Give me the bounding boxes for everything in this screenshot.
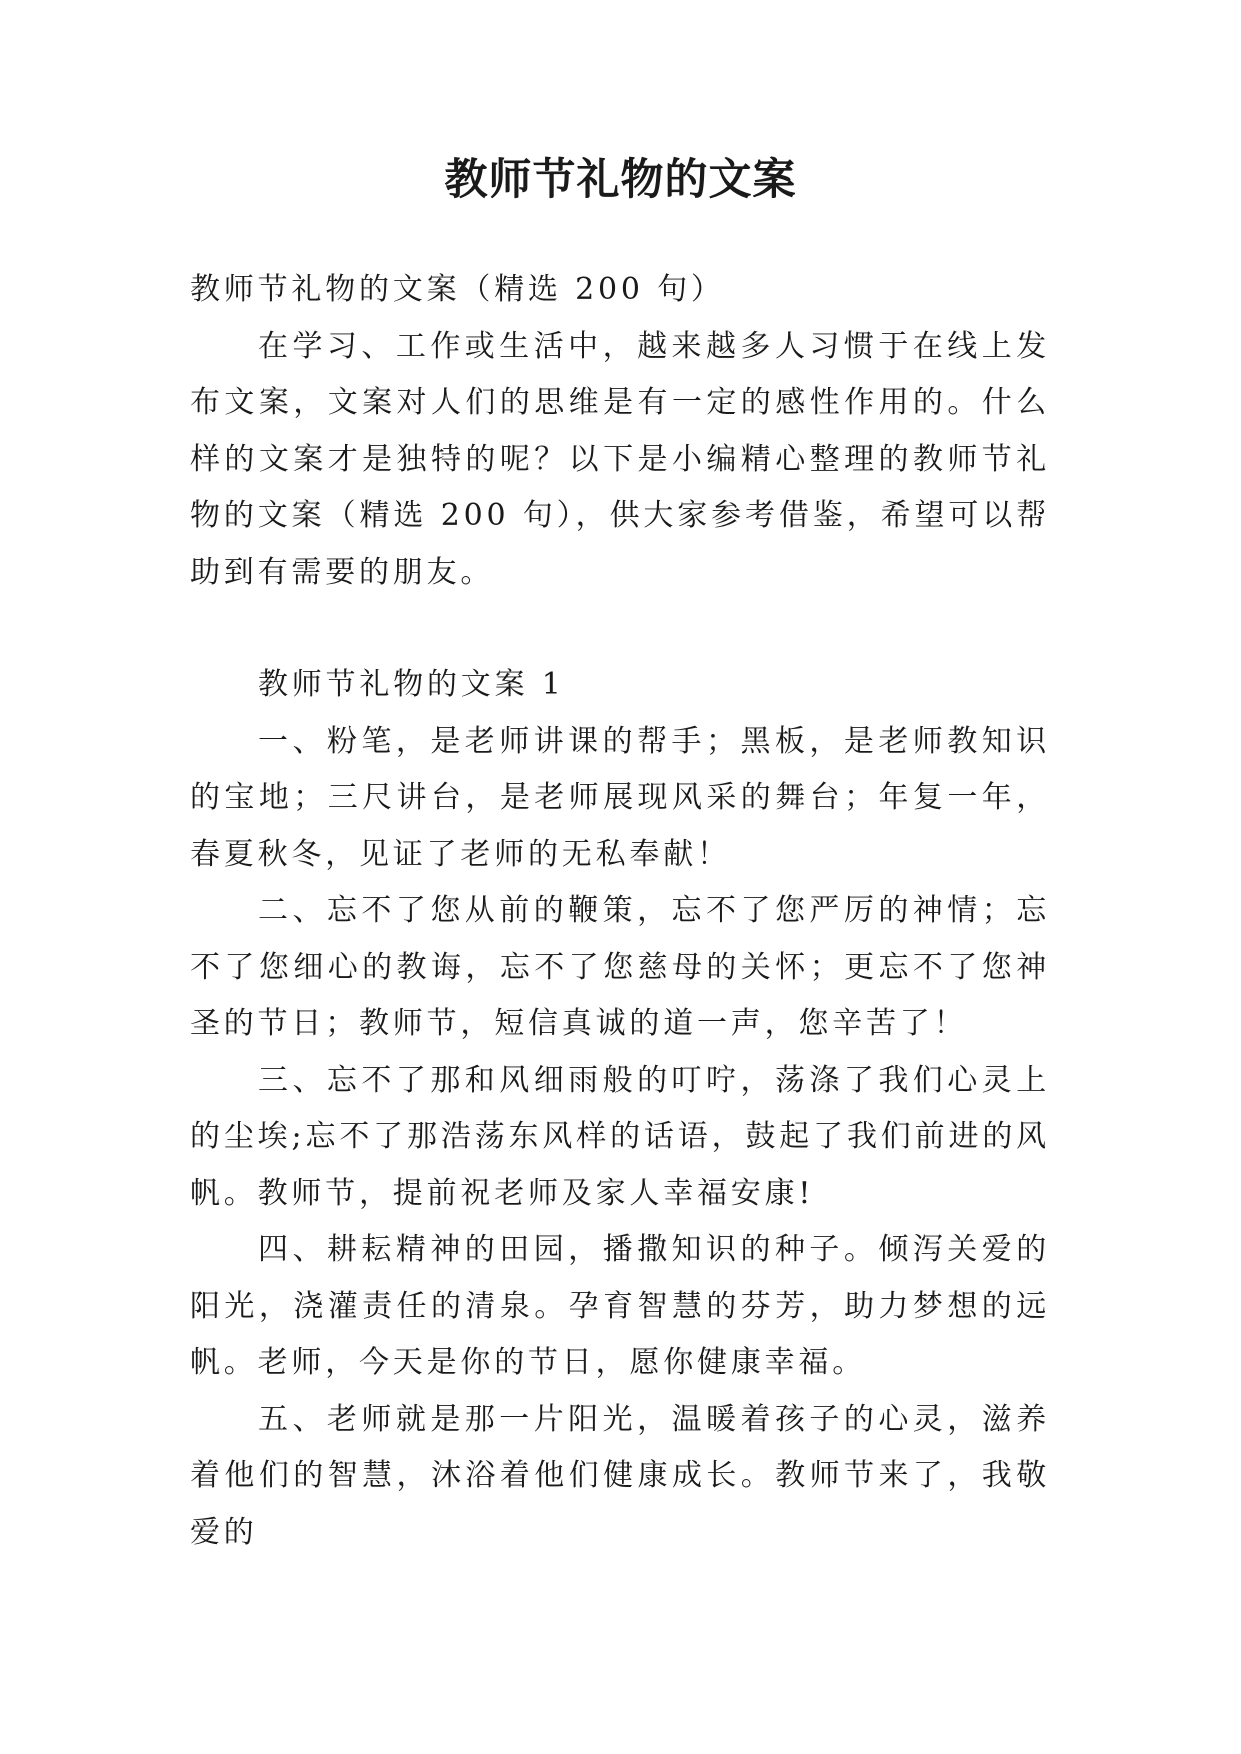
intro-paragraph: 在学习、工作或生活中，越来越多人习惯于在线上发布文案，文案对人们的思维是有一定的感性作用的。什么样的文案才是独特的呢？以下是小编精心整理的教师节礼物的文案（精选 200 句），供大家参考借鉴，希望可以帮助到有需要的朋友。 xyxy=(190,328,1050,590)
paragraph-gap xyxy=(190,601,1050,657)
section-heading: 教师节礼物的文案 1 xyxy=(258,667,565,702)
list-item: 一、粉笔，是老师讲课的帮手；黑板，是老师教知识的宝地；三尺讲台，是老师展现风采的舞台；年复一年，春夏秋冬，见证了老师的无私奉献！ xyxy=(190,723,1050,872)
document-title: 教师节礼物的文案 xyxy=(444,155,797,205)
list-item: 二、忘不了您从前的鞭策，忘不了您严厉的神情；忘不了您细心的教诲，忘不了您慈母的关怀；更忘不了您神圣的节日；教师节，短信真诚的道一声，您辛苦了！ xyxy=(190,893,1050,1041)
list-item: 五、老师就是那一片阳光，温暖着孩子的心灵，滋养着他们的智慧，沐浴着他们健康成长。教师节来了，我敬爱的 xyxy=(190,1401,1050,1550)
document-body xyxy=(190,262,1050,1561)
list-item: 三、忘不了那和风细雨般的叮咛，荡涤了我们心灵上的尘埃;忘不了那浩荡东风样的话语，鼓起了我们前进的风帆。教师节，提前祝老师及家人幸福安康! xyxy=(190,1062,1050,1211)
document-subtitle: 教师节礼物的文案（精选 200 句） xyxy=(190,272,725,307)
list-item: 四、耕耘精神的田园，播撒知识的种子。倾泻关爱的阳光，浇灌责任的清泉。孕育智慧的芬芳，助力梦想的远帆。老师，今天是你的节日，愿你健康幸福。 xyxy=(190,1232,1050,1380)
